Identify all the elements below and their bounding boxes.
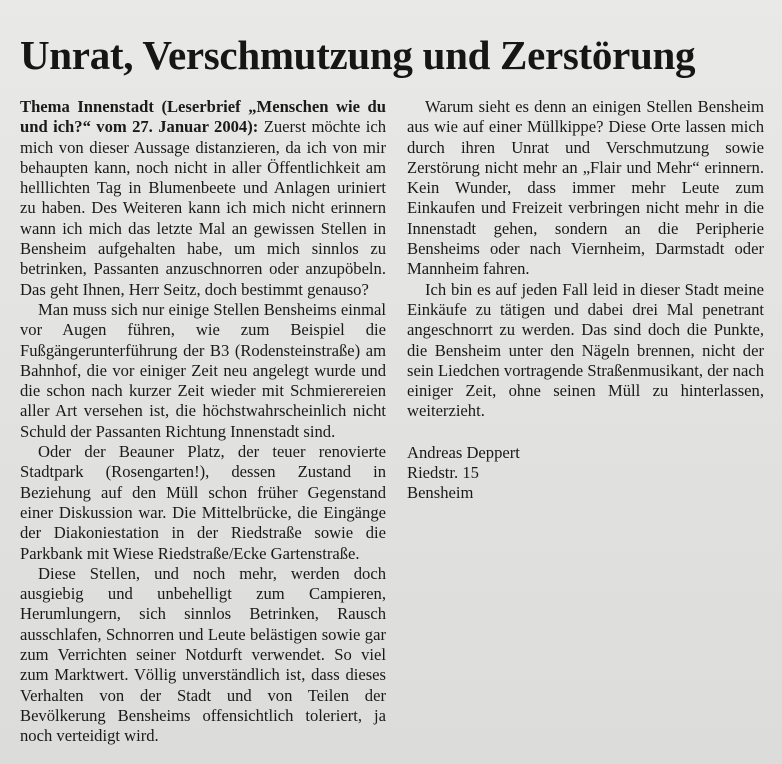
author-city: Bensheim [407, 483, 474, 503]
author-name: Andreas Deppert [407, 442, 520, 462]
paragraph-5: Warum sieht es denn an einigen Stellen Bensheim aus wie auf einer Müllkippe? Diese Orte lassen mich durch ihren Unrat und Verschmutzung sowie Zerstörung nicht mehr an „Flair und Mehr“ erinnern. Kein Wunder, dass immer mehr Leute zum Einkaufen und Freizeit verbringen nicht mehr in die Innenstadt gehen, sondern an die Peripherie Bensheims oder nach Viernheim, Darmstadt oder Mannheim fahren. [407, 97, 764, 279]
paragraph-4-text: Diese Stellen, und noch mehr, werden doch ausgiebig und unbehelligt zum Campieren, Herumlungern, sich sinnlos Betrinken, Rausch ausschlafen, Schnorren und Leute belästigen sowie gar zum Verrichten seiner Notdurft verwendet. So viel zum Marktwert. Völlig unverständlich ist, dass dieses Verhalten von der Stadt und von Teilen der Bevölkerung Bensheims offensichtlich toleriert, ja noch verteidigt wird. [20, 563, 386, 746]
article-headline: Unrat, Verschmutzung und Zerstörung [20, 32, 696, 78]
paragraph-4 [20, 564, 386, 747]
author-street: Riedstr. 15 [407, 463, 479, 483]
article-column-right [407, 97, 764, 504]
paragraph-2: Man muss sich nur einige Stellen Bensheims einmal vor Augen führen, wie zum Beispiel die Fußgängerunterführung der B3 (Rodensteinstraße) am Bahnhof, die vor einiger Zeit neu angelegt wurde und die schon nach kurzer Zeit wieder mit Schmierereien aller Art versehen ist, die höchstwahrscheinlich nicht Schuld der Passanten Richtung Innenstadt sind. [20, 299, 386, 441]
author-signature [407, 443, 764, 504]
letter-topic: Thema Innenstadt (Leserbrief „Menschen wie du und ich?“ vom 27. Januar 2004): [20, 97, 386, 137]
paragraph-1: Zuerst möchte ich mich von dieser Aussage distanzieren, da ich von mir behaupten kann, noch nicht in aller Öffentlichkeit am helllichten Tag in Blumenbeete und Anlagen uriniert zu haben. Des Weiteren kann ich mich nicht erinnern wann ich mich das letzte Mal an gewissen Stellen in Bensheim aufgehalten habe, um mich sinnlos zu betrinken, Passanten anzuschnorren oder anzupöbeln. Das geht Ihnen, Herr Seitz, doch bestimmt genauso? [20, 117, 386, 299]
article-column-left [20, 97, 386, 747]
letter-topic-line [20, 97, 386, 300]
paragraph-6: Ich bin es auf jeden Fall leid in dieser Stadt meine Einkäufe zu tätigen und dabei drei Mal penetrant angeschnorrt zu werden. Das sind doch die Punkte, die Bensheim unter den Nägeln brennen, nicht der sein Liedchen vortragende Straßenmusikant, der nach einiger Zeit, ohne seinen Müll zu hinterlassen, weiterzieht. [407, 279, 764, 421]
paragraph-3: Oder der Beauner Platz, der teuer renovierte Stadtpark (Rosengarten!), dessen Zustand in Beziehung auf den Müll schon früher Gegenstand einer Diskussion war. Die Mittelbrücke, die Eingänge der Diakoniestation in der Riedstraße sowie die Parkbank mit Wiese Riedstraße/Ecke Gartenstraße. [20, 442, 386, 563]
